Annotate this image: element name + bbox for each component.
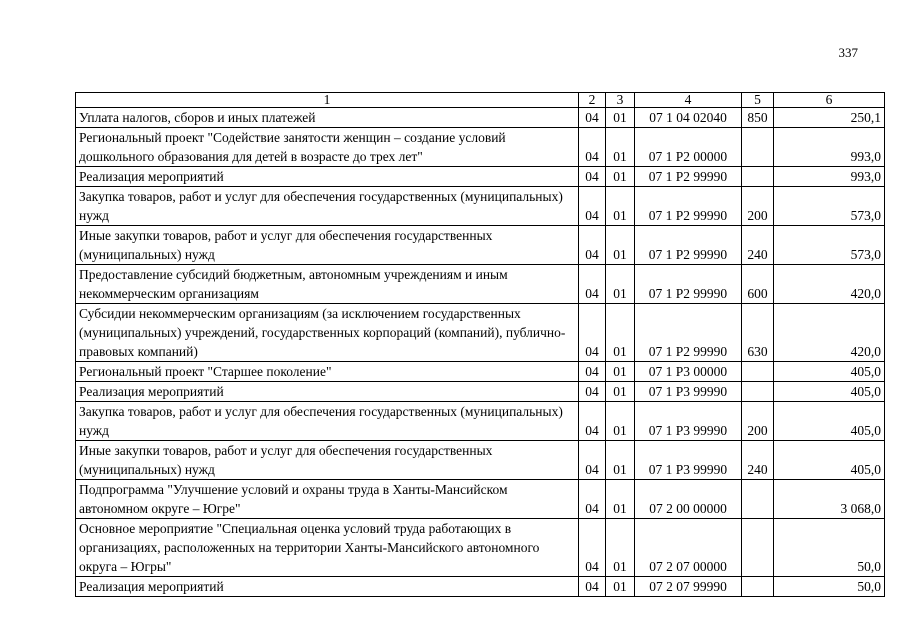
row-subsection: 01 (606, 226, 635, 265)
row-subsection: 01 (606, 362, 635, 382)
table-row (76, 577, 885, 597)
row-name: Основное мероприятие "Специальная оценка условий труда работающих в организациях, расположенных на территории Ханты-Мансийского автономного округа – Югры" (76, 519, 579, 577)
row-section: 04 (579, 362, 606, 382)
row-subsection: 01 (606, 519, 635, 577)
row-section: 04 (579, 128, 606, 167)
row-section: 04 (579, 265, 606, 304)
table-row (76, 265, 885, 304)
row-amount: 420,0 (774, 265, 885, 304)
row-section: 04 (579, 382, 606, 402)
table-row (76, 362, 885, 382)
row-section: 04 (579, 441, 606, 480)
row-expense-type: 240 (742, 226, 774, 265)
row-target-article: 07 1 P3 99990 (635, 441, 742, 480)
row-expense-type: 630 (742, 304, 774, 362)
row-name: Реализация мероприятий (76, 382, 579, 402)
row-name: Закупка товаров, работ и услуг для обеспечения государственных (муниципальных) нужд (76, 187, 579, 226)
row-amount: 405,0 (774, 382, 885, 402)
row-expense-type (742, 480, 774, 519)
column-header: 6 (774, 93, 885, 108)
column-header: 5 (742, 93, 774, 108)
row-name: Уплата налогов, сборов и иных платежей (76, 108, 579, 128)
row-expense-type (742, 128, 774, 167)
row-subsection: 01 (606, 128, 635, 167)
row-expense-type: 200 (742, 187, 774, 226)
row-amount: 573,0 (774, 226, 885, 265)
table-row (76, 128, 885, 167)
row-amount: 993,0 (774, 128, 885, 167)
table-header-row (76, 93, 885, 108)
row-name: Региональный проект "Содействие занятости женщин – создание условий дошкольного образования для детей в возрасте до трех лет" (76, 128, 579, 167)
row-target-article: 07 1 P2 99990 (635, 226, 742, 265)
column-header: 1 (76, 93, 579, 108)
row-section: 04 (579, 167, 606, 187)
row-amount: 50,0 (774, 519, 885, 577)
row-target-article: 07 1 P2 00000 (635, 128, 742, 167)
table-row (76, 402, 885, 441)
row-target-article: 07 1 P2 99990 (635, 265, 742, 304)
row-subsection: 01 (606, 265, 635, 304)
row-section: 04 (579, 519, 606, 577)
row-name: Иные закупки товаров, работ и услуг для обеспечения государственных (муниципальных) нужд (76, 441, 579, 480)
column-header: 3 (606, 93, 635, 108)
row-name: Реализация мероприятий (76, 577, 579, 597)
row-target-article: 07 1 P3 99990 (635, 382, 742, 402)
column-header: 2 (579, 93, 606, 108)
row-subsection: 01 (606, 304, 635, 362)
row-subsection: 01 (606, 167, 635, 187)
row-target-article: 07 1 P3 99990 (635, 402, 742, 441)
row-expense-type (742, 362, 774, 382)
row-subsection: 01 (606, 382, 635, 402)
row-subsection: 01 (606, 402, 635, 441)
row-target-article: 07 1 P3 00000 (635, 362, 742, 382)
row-section: 04 (579, 402, 606, 441)
row-amount: 405,0 (774, 402, 885, 441)
row-subsection: 01 (606, 441, 635, 480)
row-expense-type: 600 (742, 265, 774, 304)
table-row (76, 187, 885, 226)
table-row (76, 382, 885, 402)
row-name: Субсидии некоммерческим организациям (за исключением государственных (муниципальных) учреждений, государственных корпораций (компаний), публично-правовых компаний) (76, 304, 579, 362)
row-amount: 405,0 (774, 362, 885, 382)
row-amount: 50,0 (774, 577, 885, 597)
row-expense-type: 850 (742, 108, 774, 128)
row-section: 04 (579, 480, 606, 519)
row-name: Региональный проект "Старшее поколение" (76, 362, 579, 382)
row-name: Подпрограмма "Улучшение условий и охраны труда в Ханты-Мансийском автономном округе – Югре" (76, 480, 579, 519)
row-name: Иные закупки товаров, работ и услуг для обеспечения государственных (муниципальных) нужд (76, 226, 579, 265)
row-subsection: 01 (606, 187, 635, 226)
row-amount: 405,0 (774, 441, 885, 480)
table-row (76, 441, 885, 480)
row-name: Реализация мероприятий (76, 167, 579, 187)
row-target-article: 07 1 P2 99990 (635, 304, 742, 362)
table-row (76, 108, 885, 128)
row-name: Предоставление субсидий бюджетным, автономным учреждениям и иным некоммерческим организациям (76, 265, 579, 304)
row-amount: 420,0 (774, 304, 885, 362)
row-target-article: 07 2 00 00000 (635, 480, 742, 519)
row-expense-type: 200 (742, 402, 774, 441)
row-amount: 250,1 (774, 108, 885, 128)
table-body (76, 108, 885, 597)
row-target-article: 07 1 P2 99990 (635, 187, 742, 226)
column-header: 4 (635, 93, 742, 108)
table-row (76, 304, 885, 362)
table-row (76, 226, 885, 265)
table-row (76, 167, 885, 187)
row-subsection: 01 (606, 480, 635, 519)
table-row (76, 519, 885, 577)
row-target-article: 07 1 P2 99990 (635, 167, 742, 187)
row-section: 04 (579, 577, 606, 597)
row-name: Закупка товаров, работ и услуг для обеспечения государственных (муниципальных) нужд (76, 402, 579, 441)
row-target-article: 07 2 07 99990 (635, 577, 742, 597)
row-subsection: 01 (606, 577, 635, 597)
row-section: 04 (579, 108, 606, 128)
row-section: 04 (579, 304, 606, 362)
row-expense-type (742, 382, 774, 402)
row-section: 04 (579, 226, 606, 265)
row-amount: 3 068,0 (774, 480, 885, 519)
row-expense-type (742, 577, 774, 597)
row-expense-type (742, 519, 774, 577)
row-expense-type (742, 167, 774, 187)
row-target-article: 07 2 07 00000 (635, 519, 742, 577)
row-amount: 993,0 (774, 167, 885, 187)
budget-table (75, 92, 885, 597)
row-subsection: 01 (606, 108, 635, 128)
row-section: 04 (579, 187, 606, 226)
page-number: 337 (838, 45, 858, 60)
row-target-article: 07 1 04 02040 (635, 108, 742, 128)
row-expense-type: 240 (742, 441, 774, 480)
table-row (76, 480, 885, 519)
row-amount: 573,0 (774, 187, 885, 226)
